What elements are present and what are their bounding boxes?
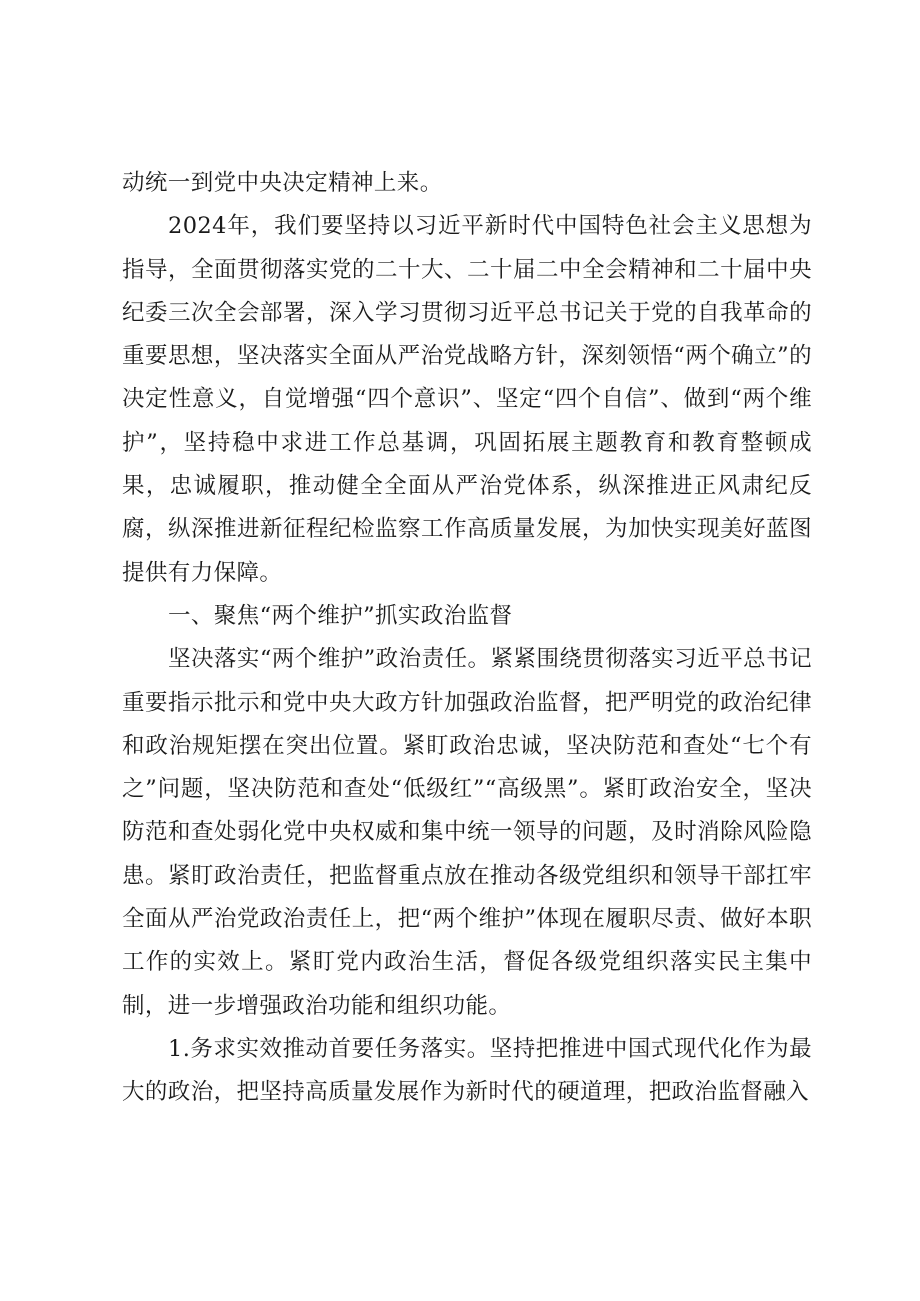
paragraph-item-1: 1.务求实效推动首要任务落实。坚持把推进中国式现代化作为最大的政治，把坚持高质量发展作为新时代的硬道理，把政治监督融入 xyxy=(122,1035,812,1106)
section-heading-political-supervision: 一、聚焦“两个维护”抓实政治监督 xyxy=(168,602,513,629)
paragraph-political-responsibility: 坚决落实“两个维护”政治责任。紧紧围绕贯彻落实习近平总书记重要指示批示和党中央大政方针加强政治监督，把严明党的政治纪律和政治规矩摆在突出位置。紧盯政治忠诚，坚决防范和查处“七个有之”问题，坚决防范和查处“低级红”“高级黑”。紧盯政治安全，坚决防范和查处弱化党中央权威和集中统一领导的问题，及时消除风险隐患。紧盯政治责任，把监督重点放在推动各级党组织和领导干部扛牢全面从严治党政治责任上，把“两个维护”体现在履职尽责、做好本职工作的实效上。紧盯党内政治生活，督促各级党组织落实民主集中制，进一步增强政治功能和组织功能。 xyxy=(122,646,812,1019)
paragraph-continuation: 动统一到党中央决定精神上来。 xyxy=(122,170,443,196)
paragraph-2024-goals: 2024年，我们要坚持以习近平新时代中国特色社会主义思想为指导，全面贯彻落实党的二十大、二十届二中全会精神和二十届中央纪委三次全会部署，深入学习贯彻习近平总书记关于党的自我革命的重要思想，坚决落实全面从严治党战略方针，深刻领悟“两个确立”的决定性意义，自觉增强“四个意识”、坚定“四个自信”、做到“两个维护”，坚持稳中求进工作总基调，巩固拓展主题教育和教育整顿成果，忠诚履职，推动健全全面从严治党体系，纵深推进正风肃纪反腐，纵深推进新征程纪检监察工作高质量发展，为加快实现美好蓝图提供有力保障。 xyxy=(122,213,812,586)
document-body xyxy=(122,162,812,1115)
